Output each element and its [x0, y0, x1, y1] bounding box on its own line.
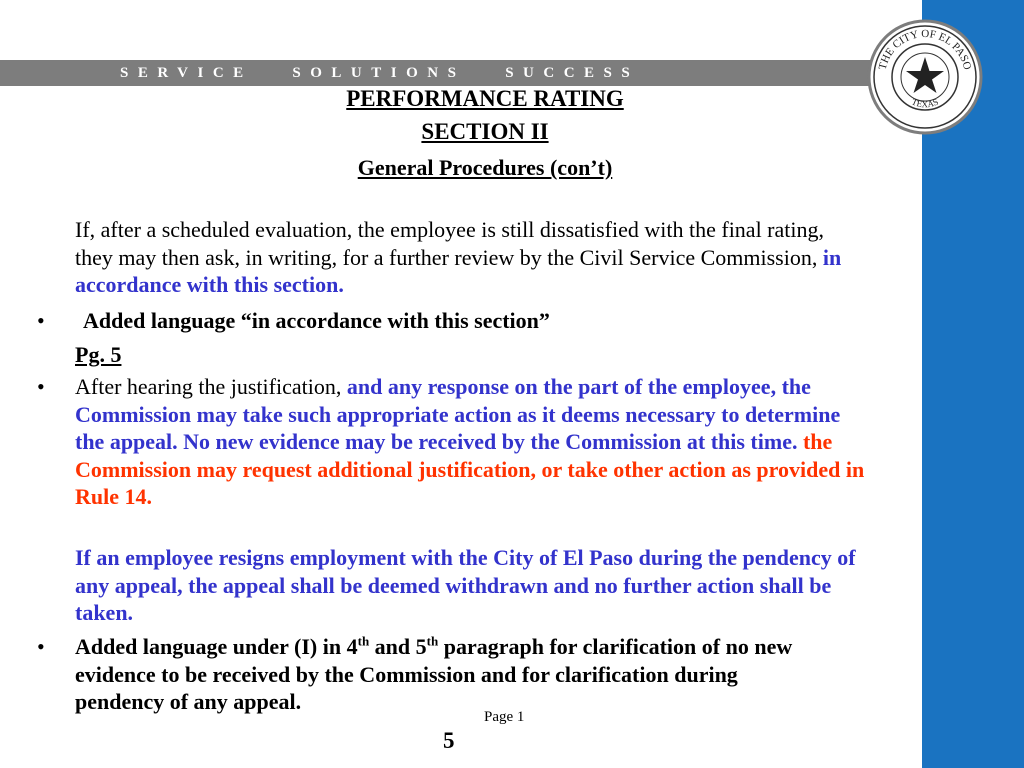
- superscript-th: th: [357, 633, 370, 649]
- clarification-text-c: paragraph for clarification of no new evidence to be received by the Commission and for clarification during pendency of any appeal.: [75, 634, 793, 714]
- paragraph-resignation: If an employee resigns employment with the City of El Paso during the pendency of any appeal, the appeal shall be deemed withdrawn and no further action shall be taken.: [75, 545, 856, 625]
- seal-top-text: THE CITY OF EL PASO: [876, 27, 974, 72]
- seal-bottom-text: TEXAS: [910, 96, 940, 110]
- title-general-procedures: General Procedures (con’t): [357, 155, 613, 180]
- page-label: Page 1: [484, 709, 525, 725]
- title-performance-rating: PERFORMANCE RATING: [346, 86, 624, 111]
- paragraph-review-text: If, after a scheduled evaluation, the employee is still dissatisfied with the final rating, they may then ask, in writing, for a further review by the Civil Service Commission,: [75, 217, 824, 270]
- page-reference: Pg. 5: [75, 342, 122, 367]
- bullet-hearing-justification: [75, 373, 865, 511]
- slide-number: 5: [443, 728, 455, 753]
- header-tagline: SERVICE SOLUTIONS SUCCESS: [120, 65, 640, 81]
- clarification-text-a: Added language under (I) in 4: [75, 634, 358, 659]
- bullet-marker: •: [37, 374, 45, 399]
- hearing-removed-text: the Commission may request additional justification, or take other action as provided in Rule 14.: [75, 429, 865, 509]
- bullet-marker: •: [37, 634, 45, 659]
- superscript-th: th: [426, 633, 439, 649]
- bullet-added-language: Added language “in accordance with this section”: [83, 308, 550, 333]
- hearing-added-text: and any response on the part of the employee, the Commission may take such appropriate action as it deems necessary to determine the appeal. No new evidence may be received by the Commission at this time.: [75, 374, 841, 454]
- title-section: SECTION II: [421, 119, 549, 144]
- clarification-text-b: and 5: [369, 634, 427, 659]
- bullet-clarification: [75, 633, 795, 716]
- hearing-text: After hearing the justification,: [75, 374, 347, 399]
- city-seal-logo: [866, 18, 984, 136]
- added-language-highlight: in accordance with this section.: [75, 244, 842, 297]
- bullet-marker: •: [37, 308, 45, 333]
- paragraph-review-request: [75, 216, 865, 299]
